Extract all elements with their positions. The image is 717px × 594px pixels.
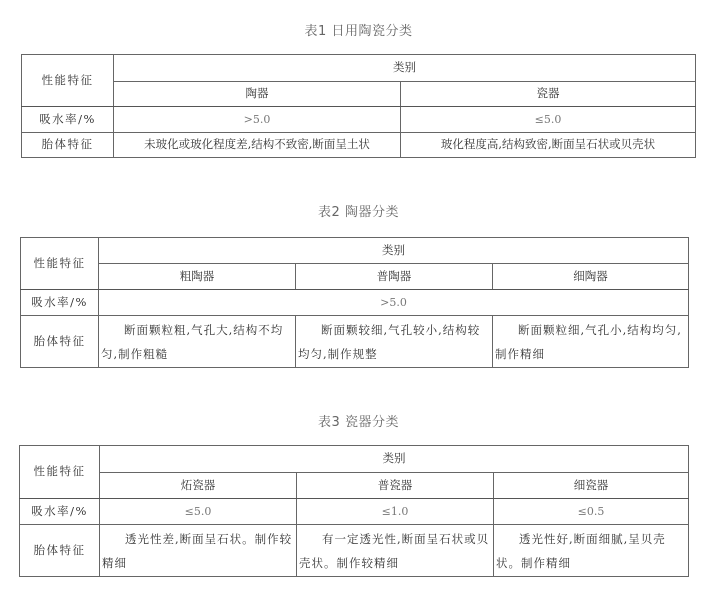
cell-value: ≤0.5 xyxy=(494,499,689,525)
table2-caption: 表2 陶器分类 xyxy=(318,205,399,220)
cell-value: 断面颗粒细,气孔小,结构均匀,制作精细 xyxy=(493,316,689,368)
table-row xyxy=(22,107,696,133)
row-header-cell: 性能特征 xyxy=(21,238,99,290)
table-row xyxy=(20,499,689,525)
cell-value: ≤5.0 xyxy=(100,499,297,525)
group-header-cell: 类别 xyxy=(99,238,689,264)
cell-value: ≤1.0 xyxy=(297,499,494,525)
column-header-porcelain: 瓷器 xyxy=(401,82,696,107)
table-row xyxy=(20,525,689,577)
cell-value: 断面颗粒粗,气孔大,结构不均匀,制作粗糙 xyxy=(99,316,296,368)
table3-caption: 表3 瓷器分类 xyxy=(318,415,399,430)
column-header-ordinary-porcelain: 普瓷器 xyxy=(297,473,494,499)
row-header-cell: 性能特征 xyxy=(20,446,100,499)
column-header-ordinary-pottery: 普陶器 xyxy=(296,264,493,290)
column-header-pottery: 陶器 xyxy=(114,82,401,107)
table-row xyxy=(21,290,689,316)
column-header-fine-pottery: 细陶器 xyxy=(493,264,689,290)
group-header-cell: 类别 xyxy=(114,55,696,82)
cell-value-merged: >5.0 xyxy=(99,290,689,316)
table-row xyxy=(21,316,689,368)
column-header-stoneware: 炻瓷器 xyxy=(100,473,297,499)
cell-value: 断面颗较细,气孔较小,结构较均匀,制作规整 xyxy=(296,316,493,368)
row-label: 吸水率/% xyxy=(21,290,99,316)
table1-caption: 表1 日用陶瓷分类 xyxy=(304,24,413,39)
cell-value: 玻化程度高,结构致密,断面呈石状或贝壳状 xyxy=(401,133,696,158)
column-header-coarse-pottery: 粗陶器 xyxy=(99,264,296,290)
row-label: 胎体特征 xyxy=(22,133,114,158)
table2-pottery-classification xyxy=(20,237,689,368)
table-row xyxy=(22,133,696,158)
row-label: 胎体特征 xyxy=(21,316,99,368)
row-header-cell: 性能特征 xyxy=(22,55,114,107)
cell-value: 有一定透光性,断面呈石状或贝壳状。制作较精细 xyxy=(297,525,494,577)
cell-value: 透光性差,断面呈石状。制作较精细 xyxy=(100,525,297,577)
cell-value: 未玻化或玻化程度差,结构不致密,断面呈土状 xyxy=(114,133,401,158)
cell-value: 透光性好,断面细腻,呈贝壳状。制作精细 xyxy=(494,525,689,577)
column-header-fine-porcelain: 细瓷器 xyxy=(494,473,689,499)
row-label: 吸水率/% xyxy=(22,107,114,133)
table3-porcelain-classification xyxy=(19,445,689,577)
cell-value: >5.0 xyxy=(114,107,401,133)
row-label: 吸水率/% xyxy=(20,499,100,525)
cell-value: ≤5.0 xyxy=(401,107,696,133)
row-label: 胎体特征 xyxy=(20,525,100,577)
group-header-cell: 类别 xyxy=(100,446,689,473)
table1-daily-ceramics-classification xyxy=(21,54,696,158)
